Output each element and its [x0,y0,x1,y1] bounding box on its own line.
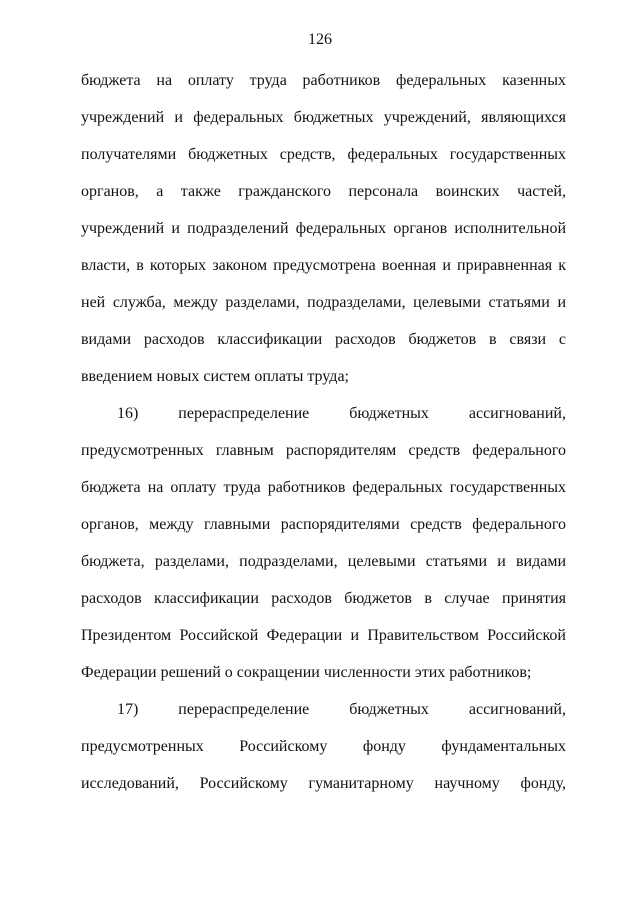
text-line: бюджета на оплату труда работников федеральных казенных [81,72,566,89]
text-line: предусмотренных Российскому фонду фундаментальных [81,738,566,755]
text-line: учреждений и федеральных бюджетных учреждений, являющихся [81,109,566,126]
text-line: исследований, Российскому гуманитарному научному фонду, [81,775,566,792]
text-line: органов, между главными распорядителями средств федерального [81,516,566,533]
paragraph-17-first-line: 17) перераспределение бюджетных ассигнований, [117,701,566,718]
page-number: 126 [308,31,332,48]
text-line: Президентом Российской Федерации и Правительством Российской [81,627,566,644]
text-line: органов, а также гражданского персонала воинских частей, [81,183,566,200]
text-line: Федерации решений о сокращении численности этих работников; [81,664,532,681]
text-line: ней служба, между разделами, подразделами, целевыми статьями и [81,294,566,311]
text-line: учреждений и подразделений федеральных органов исполнительной [81,220,566,237]
text-line: власти, в которых законом предусмотрена военная и приравненная к [81,257,566,274]
text-line: введением новых систем оплаты труда; [81,368,349,385]
paragraph-16-first-line: 16) перераспределение бюджетных ассигнований, [117,405,566,422]
text-line: предусмотренных главным распорядителям средств федерального [81,442,566,459]
text-line: бюджета, разделами, подразделами, целевыми статьями и видами [81,553,566,570]
text-line: расходов классификации расходов бюджетов в случае принятия [81,590,566,607]
text-line: бюджета на оплату труда работников федеральных государственных [81,479,566,496]
text-line: получателями бюджетных средств, федеральных государственных [81,146,566,163]
text-line: видами расходов классификации расходов бюджетов в связи с [81,331,566,348]
